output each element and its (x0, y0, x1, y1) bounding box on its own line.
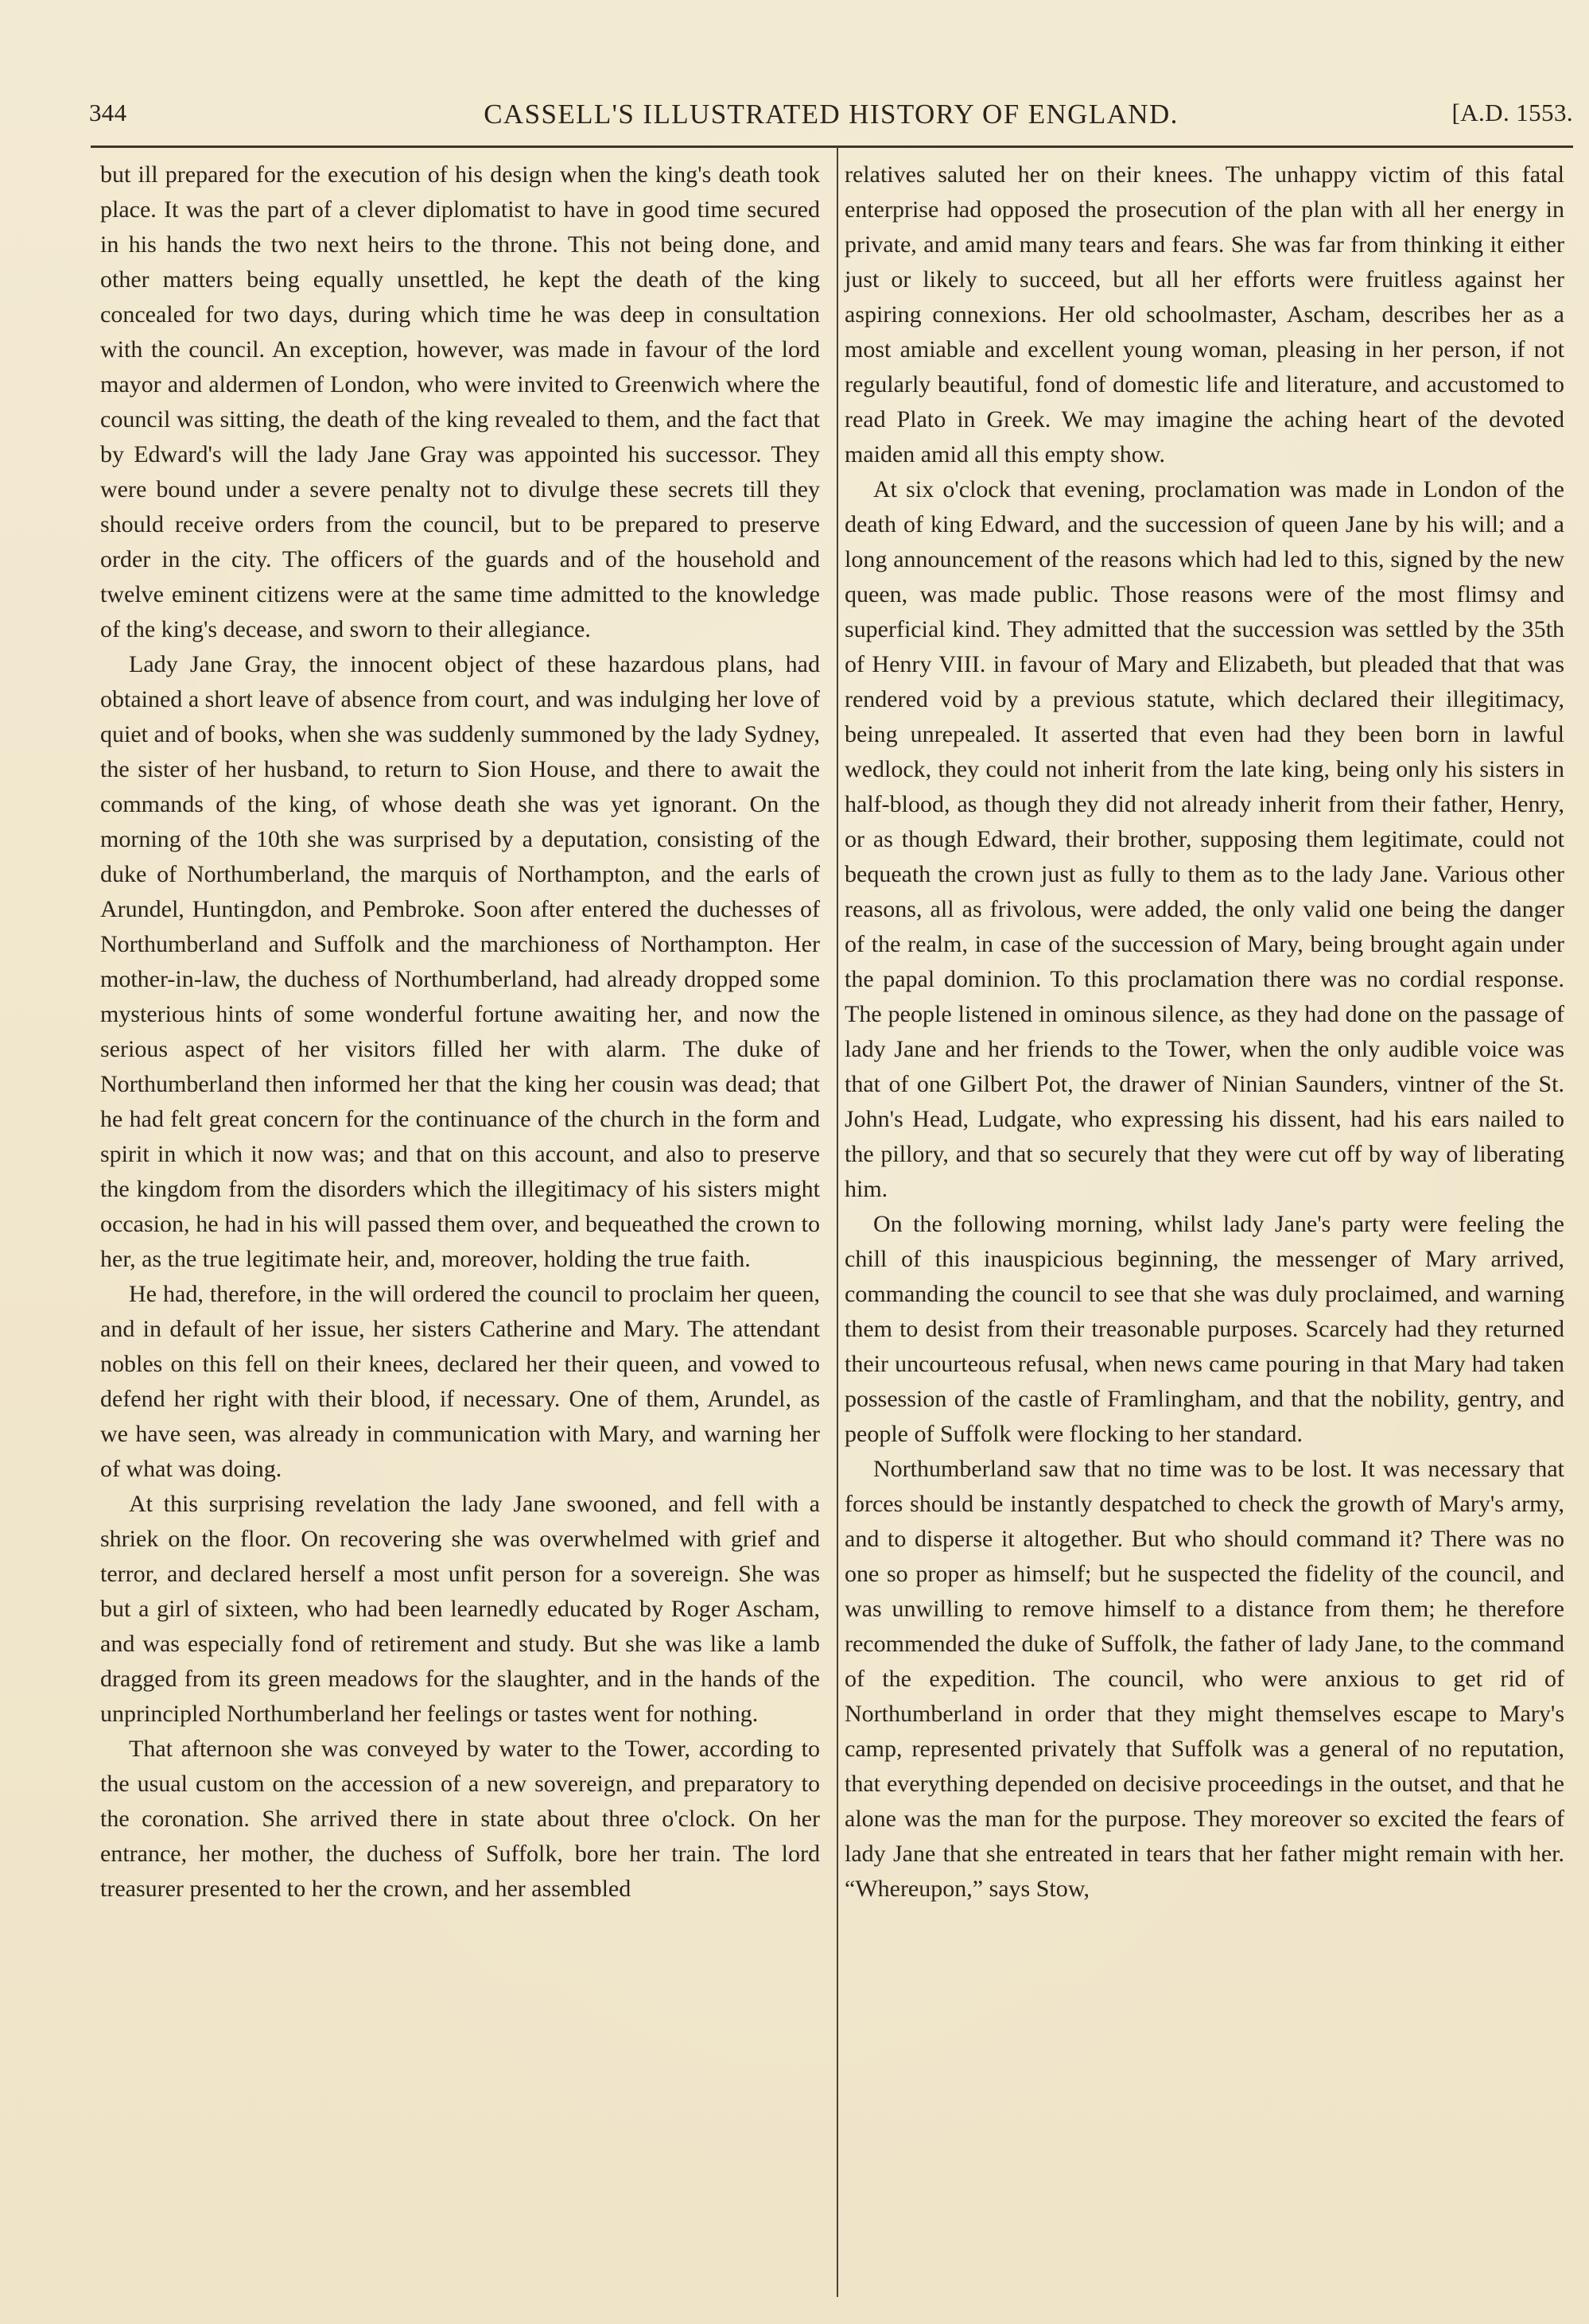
paragraph: relatives saluted her on their knees. The unhappy victim of this fatal enterprise had opposed the prosecution of the plan with all her energy in private, and amid many tears and fears. She was far from thinking it either just or likely to succeed, but all her efforts were fruitless against her aspiring connexions. Her old schoolmaster, Ascham, describes her as a most amiable and excellent young woman, pleasing in her person, if not regularly beautiful, fond of domestic life and literature, and accustomed to read Plato in Greek. We may imagine the aching heart of the devoted maiden amid all this empty show. (845, 161, 1564, 468)
date-marker: [A.D. 1553. (1451, 99, 1573, 126)
paragraph: He had, therefore, in the will ordered the council to proclaim her queen, and in default of her issue, her sisters Catherine and Mary. The attendant nobles on this fell on their knees, declared her their queen, and vowed to defend her right with their blood, if necessary. One of them, Arundel, as we have seen, was already in communication with Mary, and warning her of what was doing. (100, 1281, 820, 1482)
right-column (845, 157, 1564, 1907)
left-column (100, 157, 820, 1907)
paragraph: At this surprising revelation the lady Jane swooned, and fell with a shriek on the floor. On recovering she was overwhelmed with grief and terror, and declared herself a most unfit person for a sovereign. She was but a girl of sixteen, who had been learnedly educated by Roger Ascham, and was especially fond of retirement and study. But she was like a lamb dragged from its green meadows for the slaughter, and in the hands of the unprincipled Northumberland her feelings or tastes went for nothing. (100, 1491, 820, 1727)
header-rule (91, 145, 1573, 148)
paragraph: That afternoon she was conveyed by water to the Tower, according to the usual custom on the accession of a new sovereign, and preparatory to the coronation. She arrived there in state about three o'clock. On her entrance, her mother, the duchess of Suffolk, bore her train. The lord treasurer presented to her the crown, and her assembled (100, 1736, 820, 1902)
running-title: CASSELL'S ILLUSTRATED HISTORY OF ENGLAND. (484, 99, 1179, 130)
page-number: 344 (89, 99, 127, 126)
paragraph: Northumberland saw that no time was to be lost. It was necessary that forces should be instantly despatched to check the growth of Mary's army, and to disperse it altogether. But who should command it? There was no one so proper as himself; but he suspected the fidelity of the council, and was unwilling to remove himself to a distance from them; he therefore recommended the duke of Suffolk, the father of lady Jane, to the command of the expedition. The council, who were anxious to get rid of Northumberland in order that they might themselves escape to Mary's camp, represented privately that Suffolk was a general of no reputation, that everything depended on decisive proceedings in the outset, and that he alone was the man for the purpose. They moreover so excited the fears of lady Jane that she entreated in tears that her father might remain with her. “Whereupon,” says Stow, (845, 1456, 1564, 1902)
paragraph: On the following morning, whilst lady Jane's party were feeling the chill of this inauspicious beginning, the messenger of Mary arrived, commanding the council to see that she was duly proclaimed, and warning them to desist from their treasonable purposes. Scarcely had they returned their uncourteous refusal, when news came pouring in that Mary had taken possession of the castle of Framlingham, and that the nobility, gentry, and people of Suffolk were flocking to her standard. (845, 1211, 1564, 1447)
page-header (89, 99, 1573, 138)
paragraph: At six o'clock that evening, proclamation was made in London of the death of king Edward, and the succession of queen Jane by his will; and a long announcement of the reasons which had led to this, signed by the new queen, was made public. Those reasons were of the most flimsy and superficial kind. They admitted that the succession was settled by the 35th of Henry VIII. in favour of Mary and Elizabeth, but pleaded that that was rendered void by a previous statute, which declared their illegitimacy, being unrepealed. It asserted that even had they been born in lawful wedlock, they could not inherit from the late king, being only his sisters in half-blood, as though they did not already inherit from their father, Henry, or as though Edward, their brother, supposing them legitimate, could not bequeath the crown just as fully to them as to the lady Jane. Various other reasons, all as frivolous, were added, the only valid one being the danger of the realm, in case of the succession of Mary, being brought again under the papal dominion. To this proclamation there was no cordial response. The people listened in ominous silence, as they had done on the passage of lady Jane and her friends to the Tower, when the only audible voice was that of one Gilbert Pot, the drawer of Ninian Saunders, vintner of the St. John's Head, Ludgate, who expressing his dissent, had his ears nailed to the pillory, and that so securely that they were cut off by way of liberating him. (845, 476, 1564, 1202)
paragraph: Lady Jane Gray, the innocent object of these hazardous plans, had obtained a short leave of absence from court, and was indulging her love of quiet and of books, when she was suddenly summoned by the lady Sydney, the sister of her husband, to return to Sion House, and there to await the commands of the king, of whose death she was yet ignorant. On the morning of the 10th she was surprised by a deputation, consisting of the duke of Northumberland, the marquis of Northampton, and the earls of Arundel, Huntingdon, and Pembroke. Soon after entered the duchesses of Northumberland and Suffolk and the marchioness of Northampton. Her mother-in-law, the duchess of Northumberland, had already dropped some mysterious hints of some wonderful fortune awaiting her, and now the serious aspect of her visitors filled her with alarm. The duke of Northumberland then informed her that the king her cousin was dead; that he had felt great concern for the continuance of the church in the form and spirit in which it now was; and that on this account, and also to preserve the kingdom from the disorders which the illegitimacy of his sisters might occasion, he had in his will passed them over, and bequeathed the crown to her, as the true legitimate heir, and, moreover, holding the true faith. (100, 651, 820, 1272)
paragraph: but ill prepared for the execution of his design when the king's death took place. It was the part of a clever diplomatist to have in good time secured in his hands the two next heirs to the throne. This not being done, and other matters being equally unsettled, he kept the death of the king concealed for two days, during which time he was deep in consultation with the council. An exception, however, was made in favour of the lord mayor and aldermen of London, who were invited to Greenwich where the council was sitting, the death of the king revealed to them, and the fact that by Edward's will the lady Jane Gray was appointed his successor. They were bound under a severe penalty not to divulge these secrets till they should receive orders from the council, but to be prepared to preserve order in the city. The officers of the guards and of the household and twelve eminent citizens were at the same time admitted to the knowledge of the king's decease, and sworn to their allegiance. (100, 161, 820, 642)
column-divider (837, 146, 838, 2297)
